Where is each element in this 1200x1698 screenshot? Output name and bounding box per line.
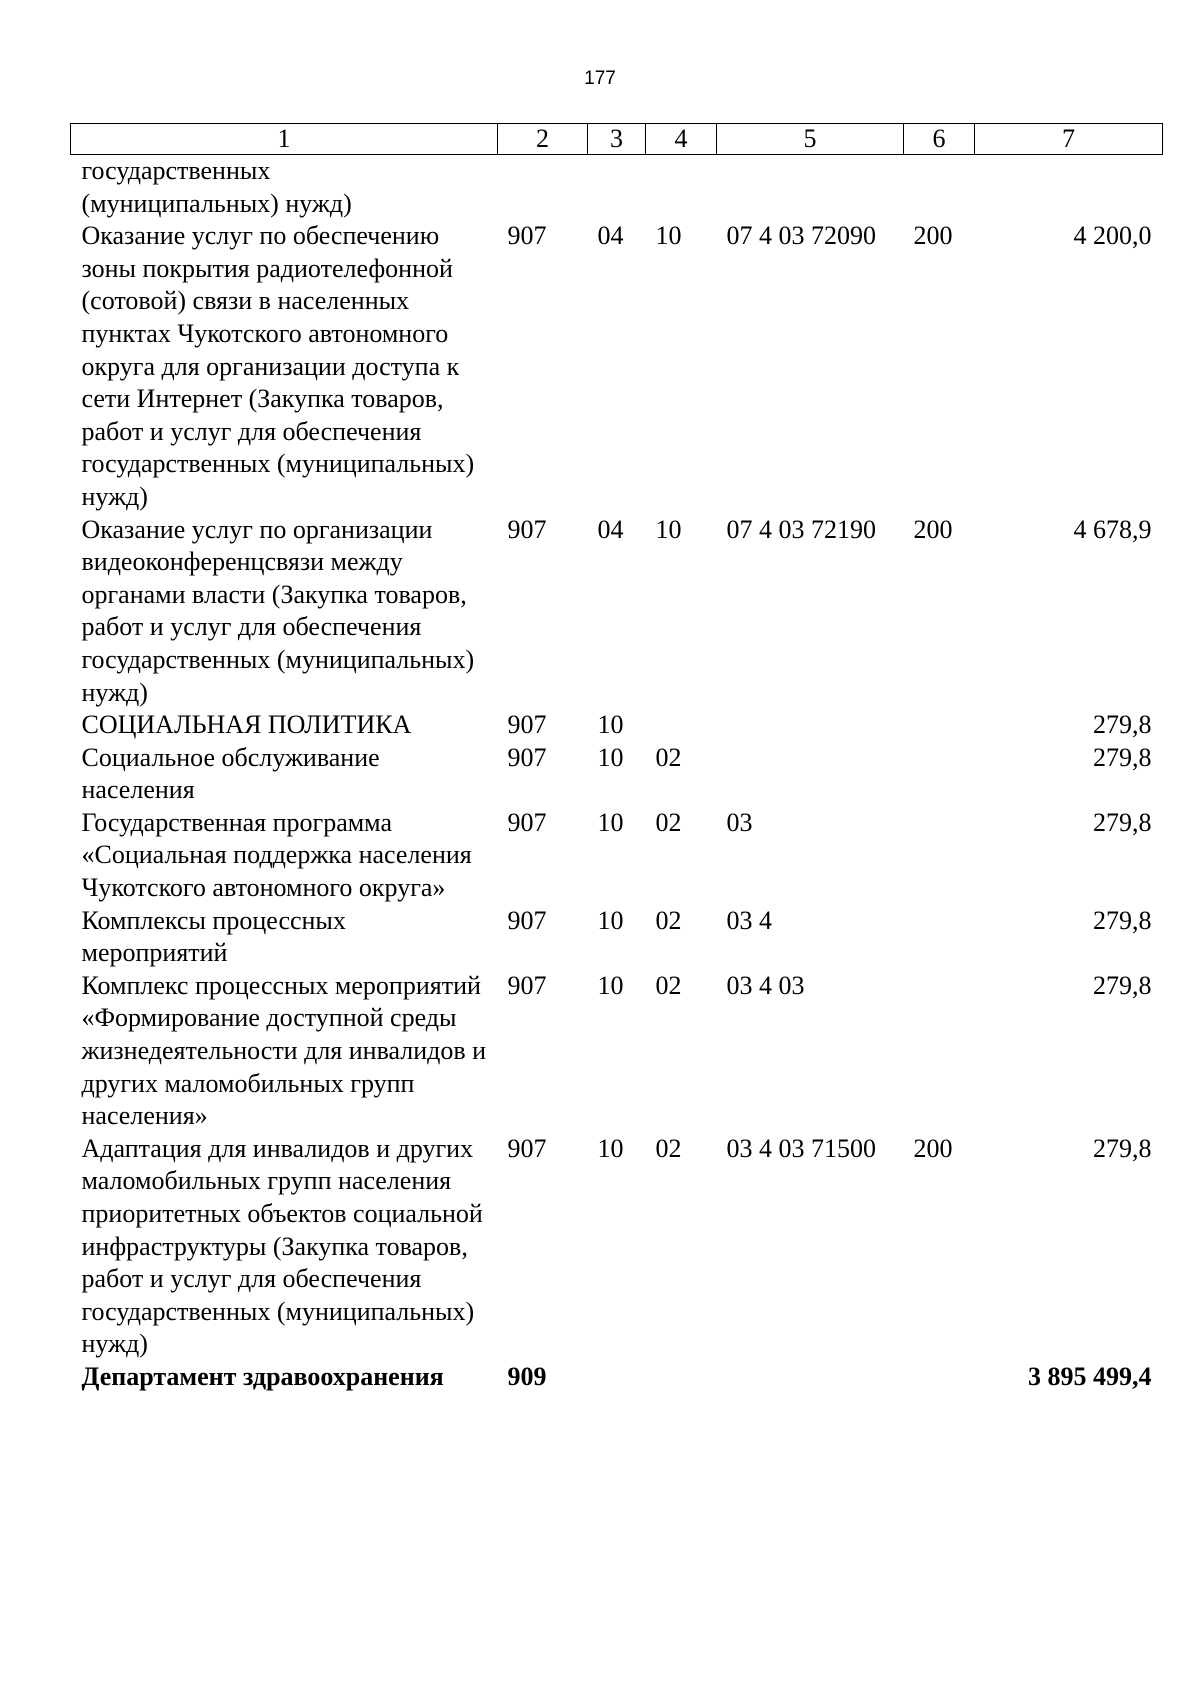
header-col-2: 2 <box>498 124 588 155</box>
cell-name: государственных (муниципальных) нужд) <box>81 156 352 218</box>
cell-section: 10 <box>597 742 624 772</box>
cell-subsection <box>646 1361 717 1394</box>
budget-table <box>70 123 1163 1394</box>
cell-ministry: 907 <box>507 710 547 740</box>
cell-expense-type: 200 <box>913 221 953 251</box>
table-header <box>71 124 1163 155</box>
cell-expense-type <box>904 807 975 905</box>
header-col-1: 1 <box>71 124 498 155</box>
cell-name: Адаптация для инвалидов и других маломобильных групп населения приоритетных объектов социальной инфраструктуры (Закупка товаров, работ и услуг для обеспечения государственных (муниципальных) нужд) <box>81 1133 483 1359</box>
cell-subsection <box>646 709 717 742</box>
cell-section <box>588 1361 646 1394</box>
cell-subsection: 02 <box>655 742 682 772</box>
cell-expense-type <box>904 742 975 807</box>
cell-name: Комплексы процессных мероприятий <box>81 905 346 968</box>
table-row <box>71 514 1163 710</box>
cell-name: Оказание услуг по организации видеоконференцсвязи между органами власти (Закупка товаров, работ и услуг для обеспечения государственных (муниципальных) нужд) <box>81 514 475 707</box>
cell-amount: 279,8 <box>1093 970 1152 1000</box>
table-row <box>71 742 1163 807</box>
table-row <box>71 1361 1163 1394</box>
table-row <box>71 220 1163 513</box>
cell-ministry: 907 <box>507 514 547 544</box>
cell-ministry: 907 <box>507 221 547 251</box>
header-col-7: 7 <box>975 124 1163 155</box>
table-row <box>71 709 1163 742</box>
page-number: 177 <box>584 68 616 89</box>
table-row <box>71 155 1163 221</box>
table-body <box>71 155 1163 1394</box>
cell-section: 10 <box>597 905 624 935</box>
cell-section: 04 <box>597 221 624 251</box>
cell-amount: 279,8 <box>1093 1133 1152 1163</box>
cell-subsection: 02 <box>655 970 682 1000</box>
cell-section: 10 <box>597 807 624 837</box>
cell-target: 03 4 03 <box>726 970 805 1000</box>
cell-name: СОЦИАЛЬНАЯ ПОЛИТИКА <box>81 710 412 740</box>
cell-target: 03 4 03 71500 <box>726 1133 876 1163</box>
cell-amount: 4 678,9 <box>1073 514 1152 544</box>
table-row <box>71 970 1163 1133</box>
header-col-5: 5 <box>717 124 904 155</box>
cell-subsection: 10 <box>655 221 682 251</box>
table-row <box>71 1133 1163 1361</box>
cell-target: 07 4 03 72190 <box>726 514 876 544</box>
cell-amount: 3 895 499,4 <box>1028 1361 1152 1391</box>
cell-section: 04 <box>597 514 624 544</box>
cell-expense-type <box>904 155 975 221</box>
cell-section: 10 <box>597 970 624 1000</box>
cell-target <box>717 1361 904 1394</box>
cell-ministry: 907 <box>507 1133 547 1163</box>
cell-ministry: 909 <box>507 1361 547 1391</box>
cell-subsection <box>646 155 717 221</box>
cell-name: Департамент здравоохранения <box>81 1361 444 1391</box>
cell-section: 10 <box>597 1133 624 1163</box>
cell-ministry: 907 <box>507 905 547 935</box>
cell-name: Комплекс процессных мероприятий «Формирование доступной среды жизнедеятельности для инвалидов и других маломобильных групп населения» <box>81 970 487 1131</box>
cell-section <box>588 155 646 221</box>
cell-target <box>717 709 904 742</box>
cell-expense-type <box>904 1361 975 1394</box>
cell-amount: 4 200,0 <box>1073 221 1152 251</box>
table-row <box>71 905 1163 970</box>
cell-expense-type: 200 <box>913 514 953 544</box>
cell-subsection: 02 <box>655 1133 682 1163</box>
cell-ministry: 907 <box>507 742 547 772</box>
cell-target <box>717 742 904 807</box>
cell-target <box>717 155 904 221</box>
cell-amount: 279,8 <box>1093 742 1152 772</box>
cell-expense-type: 200 <box>913 1133 953 1163</box>
cell-name: Оказание услуг по обеспечению зоны покрытия радиотелефонной (сотовой) связи в населенных пунктах Чукотского автономного округа для организации доступа к сети Интернет (Закупка товаров, работ и услуг для обеспечения государственных (муниципальных) нужд) <box>81 221 475 511</box>
cell-section: 10 <box>597 710 624 740</box>
cell-target: 03 4 <box>726 905 772 935</box>
cell-ministry: 907 <box>507 970 547 1000</box>
cell-ministry <box>498 155 588 221</box>
header-row <box>71 124 1163 155</box>
cell-name: Государственная программа «Социальная поддержка населения Чукотского автономного округа» <box>81 807 472 903</box>
cell-amount <box>975 155 1163 221</box>
cell-subsection: 10 <box>655 514 682 544</box>
cell-expense-type <box>904 970 975 1133</box>
cell-target: 03 <box>726 807 753 837</box>
table-row <box>71 807 1163 905</box>
cell-ministry: 907 <box>507 807 547 837</box>
cell-target: 07 4 03 72090 <box>726 221 876 251</box>
cell-expense-type <box>904 709 975 742</box>
header-col-3: 3 <box>588 124 646 155</box>
cell-amount: 279,8 <box>1093 905 1152 935</box>
header-col-6: 6 <box>904 124 975 155</box>
header-col-4: 4 <box>646 124 717 155</box>
cell-subsection: 02 <box>655 905 682 935</box>
cell-amount: 279,8 <box>1093 807 1152 837</box>
cell-name: Социальное обслуживание населения <box>81 742 380 805</box>
cell-expense-type <box>904 905 975 970</box>
cell-amount: 279,8 <box>1093 710 1152 740</box>
cell-subsection: 02 <box>655 807 682 837</box>
